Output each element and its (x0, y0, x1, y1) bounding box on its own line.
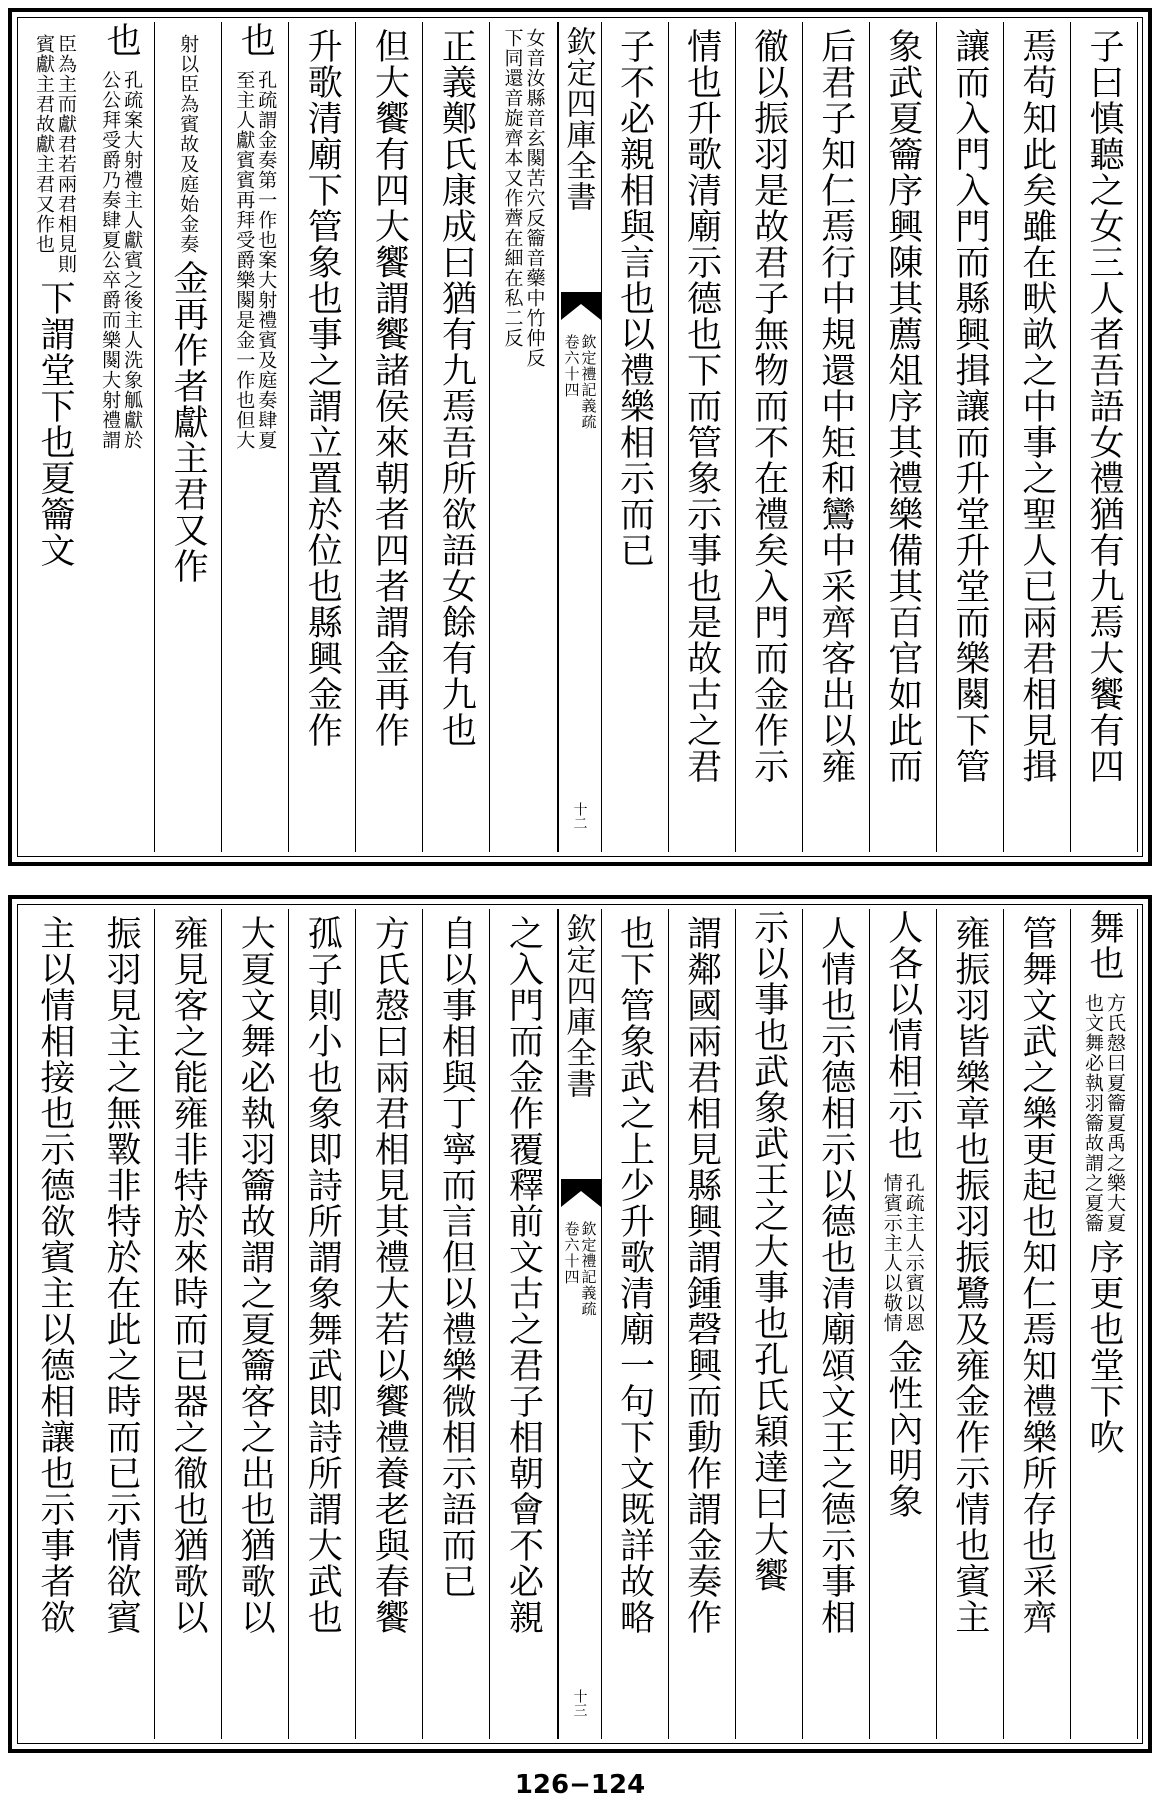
volume-label-line: 卷六十四 (562, 334, 581, 398)
text-column (937, 22, 1004, 852)
main-text: 正義鄭氏康成曰猶有九焉吾所欲語女餘有九也 (436, 28, 477, 748)
annotation-line: 賓獻主君故獻主君又作也 (33, 34, 56, 254)
text-column (937, 909, 1004, 1739)
main-text: 自以事相與丁寧而言但以禮樂微相示語而已 (436, 915, 477, 1599)
main-text: 孔氏穎達曰大饗 (748, 1341, 789, 1593)
main-text: 金性內明象 (882, 1339, 923, 1519)
text-column (736, 909, 803, 1739)
center-margin-column (558, 22, 602, 852)
main-text: 人各以情相示也 (882, 909, 923, 1161)
main-text: 振羽見主之無斁非特於在此之時而已示情欲賓 (101, 915, 142, 1635)
main-text: 也下管象武之上少升歌清廟一句下文既詳故略 (614, 915, 655, 1635)
text-column (222, 22, 289, 852)
text-column (1071, 909, 1138, 1739)
annotation-line: 下同還音旋齊本又作薺在細在私二反 (501, 28, 524, 348)
main-text: 金再作者獻主君又作 (168, 260, 209, 584)
text-column (356, 909, 423, 1739)
text-column (22, 22, 88, 852)
text-column (1004, 909, 1071, 1739)
text-column (423, 22, 490, 852)
annotation-line: 女音汝縣音玄闋苦穴反籥音藥中竹仲反 (523, 28, 546, 368)
fish-tail-mark-icon (561, 1179, 601, 1207)
main-text: 升歌清廟下管象也事之謂立置於位也縣興金作 (302, 28, 343, 748)
text-column (736, 22, 803, 852)
annotation-line: 臣為主而獻君若兩君相見則 (55, 34, 78, 274)
annotation-line: 方氏慤曰夏籥夏禹之樂大夏 (1103, 993, 1126, 1233)
annotation-note (881, 1167, 925, 1333)
main-text: 管舞文武之樂更起也知仁焉知禮樂所存也采齊 (1016, 915, 1057, 1635)
text-column (1071, 22, 1138, 852)
main-text: 舞也 (1083, 909, 1124, 981)
main-text: 人情也示德相示以德也清廟頌文王之德示事相 (815, 915, 856, 1635)
text-column (22, 909, 88, 1739)
annotation-line: 孔疏案大射禮主人獻賓之後主人洗象觚獻於 (121, 70, 144, 450)
main-text: 情也升歌清廟示德也下而管象示事也是故古之君 (681, 28, 722, 784)
text-column (669, 909, 736, 1739)
volume-label-line: 卷六十四 (562, 1221, 581, 1285)
main-text: 徹以振羽是故君子無物而不在禮矣入門而金作示 (748, 28, 789, 784)
text-column (155, 909, 222, 1739)
annotation-line: 孔疏謂金奏第一作也案大射禮賓及庭奏肆夏 (255, 70, 278, 450)
annotation-note (1082, 987, 1126, 1233)
annotation-line: 至主人獻賓賓再拜受爵樂闋是金一作也但大 (233, 70, 256, 450)
annotation-line: 孔疏主人示賓以恩 (902, 1173, 925, 1333)
text-column (1004, 22, 1071, 852)
main-text: 孤子則小也象即詩所謂象舞武即詩所謂大武也 (302, 915, 343, 1635)
main-text: 但大饗有四大饗謂饗諸侯來朝者四者謂金再作 (369, 28, 410, 748)
leaf-number: 十二 (571, 802, 588, 830)
text-column (88, 22, 155, 852)
main-text: 下謂堂下也夏籥文 (35, 280, 76, 568)
main-text: 主以情相接也示德欲賓主以德相讓也示事者欲 (35, 915, 76, 1635)
main-text: 雍振羽皆樂章也振羽振鷺及雍金作示情也賓主 (949, 915, 990, 1635)
annotation-note (233, 64, 277, 450)
main-text: 大夏文舞必執羽籥故謂之夏籥客之出也猶歌以 (235, 915, 276, 1635)
annotation-note (177, 28, 199, 254)
volume-label (559, 1221, 601, 1317)
text-column (88, 909, 155, 1739)
text-column (803, 22, 870, 852)
main-text: 之入門而金作覆釋前文古之君子相朝會不必親 (503, 915, 544, 1635)
text-column (155, 22, 222, 852)
main-text: 示以事也武象武王之大事也 (748, 909, 789, 1341)
main-text: 方氏慤曰兩君相見其禮大若以饗禮養老與春饗 (369, 915, 410, 1635)
book-title: 欽定四庫全書 (560, 913, 596, 1099)
volume-label (559, 334, 601, 430)
annotation-line: 公公拜受爵乃奏肆夏公卒爵而樂闋大射禮謂 (99, 70, 122, 450)
fish-tail-mark-icon (561, 292, 601, 320)
main-text: 讓而入門入門而縣興揖讓而升堂升堂而樂闋下管 (949, 28, 990, 784)
main-text: 子不必親相與言也以禮樂相示而已 (614, 28, 655, 568)
lower-page-columns (22, 909, 1138, 1739)
page-footer-number: 126−124 (514, 1770, 646, 1800)
main-text: 焉苟知此矣雖在畎畝之中事之聖人已兩君相見揖 (1016, 28, 1057, 784)
center-margin-column (558, 909, 602, 1739)
text-column (602, 909, 669, 1739)
text-column (289, 909, 356, 1739)
main-text: 子曰慎聽之女三人者吾語女禮猶有九焉大饗有四 (1083, 28, 1124, 784)
text-column (669, 22, 736, 852)
volume-label-line: 欽定禮記義疏 (579, 1221, 598, 1317)
annotation-line: 情賓示主人以敬情 (880, 1173, 903, 1333)
upper-page-columns (22, 22, 1138, 852)
main-text: 雍見客之能雍非特於來時而已器之徹也猶歌以 (168, 915, 209, 1635)
main-text: 也 (235, 22, 276, 58)
annotation-note (99, 64, 143, 450)
text-column (490, 22, 557, 852)
annotation-note (501, 22, 545, 852)
volume-label-line: 欽定禮記義疏 (579, 334, 598, 430)
text-column (870, 909, 937, 1739)
text-column (490, 909, 557, 1739)
text-column (289, 22, 356, 852)
main-text: 序更也堂下吹 (1083, 1239, 1124, 1455)
text-column (602, 22, 669, 852)
main-text: 象武夏籥序興陳其薦俎序其禮樂備其百官如此而 (882, 28, 923, 784)
text-column (803, 909, 870, 1739)
text-column (423, 909, 490, 1739)
upper-page (8, 8, 1152, 866)
lower-page (8, 895, 1152, 1753)
main-text: 謂鄰國兩君相見縣興謂鍾磬興而動作謂金奏作 (681, 915, 722, 1635)
text-column (222, 909, 289, 1739)
leaf-number: 十三 (571, 1689, 588, 1717)
main-text: 后君子知仁焉行中規還中矩和鸞中采齊客出以雍 (815, 28, 856, 784)
text-column (356, 22, 423, 852)
text-column (870, 22, 937, 852)
main-text: 也 (101, 22, 142, 58)
annotation-line: 射以臣為賓故及庭始金奏 (177, 34, 200, 254)
annotation-note (33, 28, 77, 274)
annotation-line: 也文舞必執羽籥故謂之夏籥 (1081, 993, 1104, 1233)
book-title: 欽定四庫全書 (560, 26, 596, 212)
